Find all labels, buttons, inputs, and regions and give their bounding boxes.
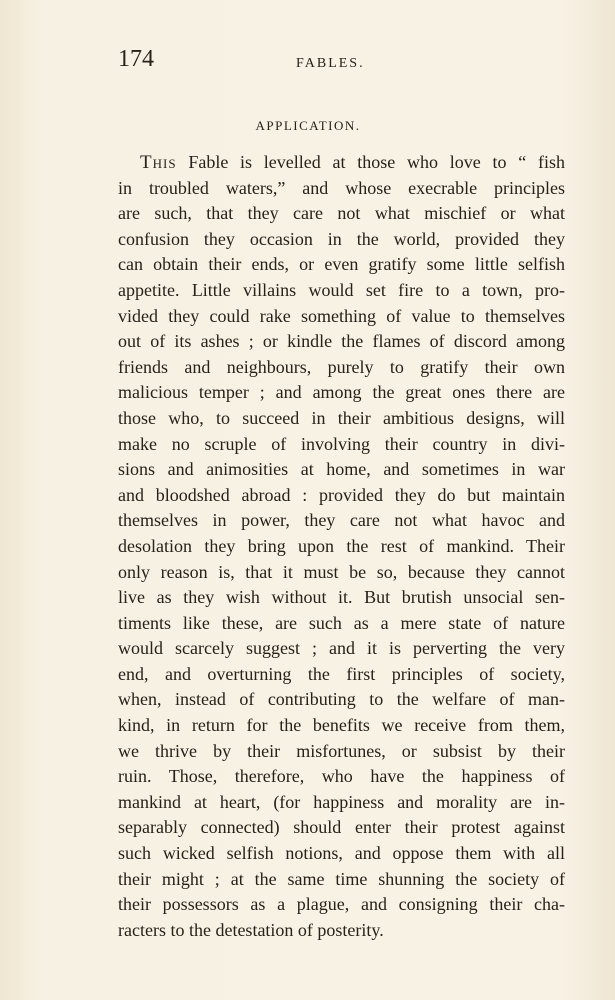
text-line: their might ; at the same time shunning the society of xyxy=(118,868,565,889)
page-header xyxy=(118,46,498,82)
text-line: desolation they bring upon the rest of mankind. Their xyxy=(118,535,565,556)
text-line: separably connected) should enter their protest against xyxy=(118,817,565,838)
text-line: themselves in power, they care not what havoc and xyxy=(118,510,565,531)
text-line: we thrive by their misfortunes, or subsist by their xyxy=(118,740,565,761)
text-line: are such, that they care not what mischief or what xyxy=(118,203,565,224)
text-line: and bloodshed abroad : provided they do but maintain xyxy=(118,484,565,505)
text-line: live as they wish without it. But brutish unsocial sen- xyxy=(118,587,565,608)
text-line: only reason is, that it must be so, because they cannot xyxy=(118,561,565,582)
text-line: those who, to succeed in their ambitious designs, will xyxy=(118,407,565,428)
section-title: APPLICATION. xyxy=(255,118,361,133)
text-line: friends and neighbours, purely to gratify their own xyxy=(118,356,565,377)
text-line: would scarcely suggest ; and it is perverting the very xyxy=(118,638,565,659)
text-line: confusion they occasion in the world, provided they xyxy=(118,228,565,249)
text-line: sions and animosities at home, and sometimes in war xyxy=(118,459,565,480)
text-line: can obtain their ends, or even gratify some little selfish xyxy=(118,254,565,275)
running-head: FABLES. xyxy=(296,56,365,71)
text-line: appetite. Little villains would set fire to a town, pro- xyxy=(118,279,565,300)
text-line: end, and overturning the first principles of society, xyxy=(118,663,565,684)
page-number: 174 xyxy=(118,46,154,72)
text-line: out of its ashes ; or kindle the flames of discord among xyxy=(118,331,565,352)
text-line: when, instead of contributing to the welfare of man- xyxy=(118,689,565,710)
text-line: kind, in return for the benefits we receive from them, xyxy=(118,715,565,736)
text-line: their possessors as a plague, and consigning their cha- xyxy=(118,894,565,915)
body-paragraph xyxy=(118,150,565,943)
text-line: malicious temper ; and among the great ones there are xyxy=(118,382,565,403)
text-line: vided they could rake something of value to themselves xyxy=(118,305,565,326)
text-line: timents like these, are such as a mere state of nature xyxy=(118,612,565,633)
text-line: such wicked selfish notions, and oppose them with all xyxy=(118,843,565,864)
text-line: This Fable is levelled at those who love to “ fish xyxy=(140,152,565,173)
text-line: in troubled waters,” and whose execrable principles xyxy=(118,177,565,198)
text-line: mankind at heart, (for happiness and morality are in- xyxy=(118,791,565,812)
text-line: make no scruple of involving their country in divi- xyxy=(118,433,565,454)
text-line: ruin. Those, therefore, who have the happiness of xyxy=(118,766,565,787)
text-line: racters to the detestation of posterity. xyxy=(118,919,384,940)
